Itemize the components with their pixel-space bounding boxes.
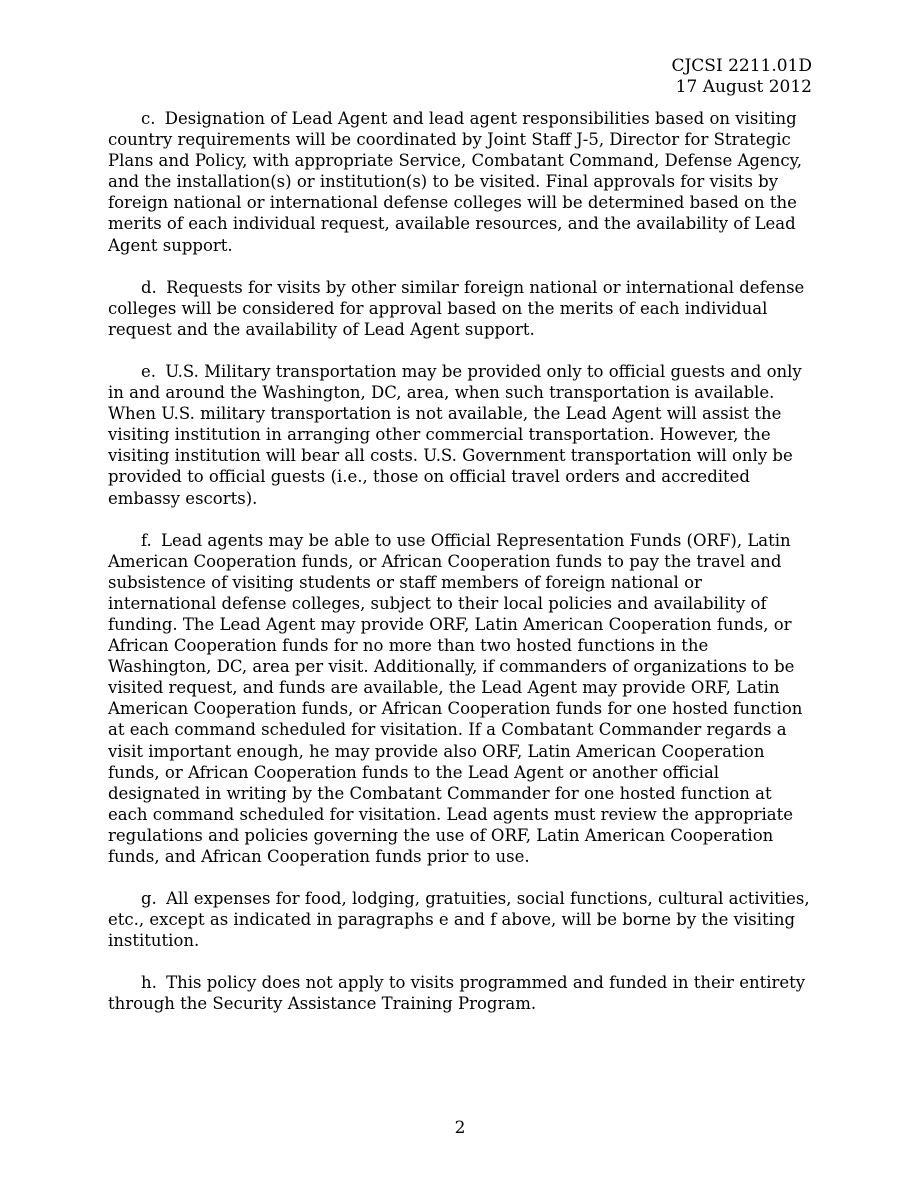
paragraph-label: e. [141, 361, 157, 381]
page-number: 2 [454, 1118, 466, 1138]
paragraph-label: f. [141, 530, 152, 550]
document-body [108, 108, 814, 1036]
paragraph-text: U.S. Military transportation may be provided only to official guests and only in and around the Washington, DC, area, when such transportation is available. When U.S. military transportation is not available, the Lead Agent will assist the visiting institution in arranging other commercial transportation. However, the visiting institution will bear all costs. U.S. Government transportation will only be provided to official guests (i.e., those on official travel orders and accredited embassy escorts). [108, 361, 802, 508]
document-id: CJCSI 2211.01D [671, 56, 812, 76]
document-header [671, 56, 812, 98]
paragraph-label: h. [141, 973, 157, 993]
document-date: 17 August 2012 [675, 77, 812, 97]
paragraph-g [108, 888, 814, 951]
paragraph-f [108, 530, 814, 868]
paragraph-text: All expenses for food, lodging, gratuities, social functions, cultural activities, etc., except as indicated in paragraphs e and f above, will be borne by the visiting institution. [108, 889, 810, 951]
paragraph-text: Requests for visits by other similar foreign national or international defense colleges will be considered for approval based on the merits of each individual request and the availability of Lead Agent support. [108, 277, 805, 339]
paragraph-label: g. [141, 889, 157, 909]
paragraph-label: c. [141, 109, 156, 128]
paragraph-text: This policy does not apply to visits programmed and funded in their entirety through the Security Assistance Training Program. [108, 973, 806, 1014]
paragraph-text: Designation of Lead Agent and lead agent responsibilities based on visiting country requirements will be coordinated by Joint Staff J-5, Director for Strategic Plans and Policy, with appropriate Service, Combatant Command, Defense Agency, and the installation(s) or institution(s) to be visited. Final approvals for visits by foreign national or international defense colleges will be determined based on the merits of each individual request, available resources, and the availability of Lead Agent support. [108, 109, 802, 255]
paragraph-h [108, 972, 814, 1014]
paragraph-d [108, 277, 814, 340]
paragraph-text: Lead agents may be able to use Official Representation Funds (ORF), Latin American Cooperation funds, or African Cooperation funds to pay the travel and subsistence of visiting students or staff members of foreign national or international defense colleges, subject to their local policies and availability of funding. The Lead Agent may provide ORF, Latin American Cooperation funds, or African Cooperation funds for no more than two hosted functions in the Washington, DC, area per visit. Additionally, if commanders of organizations to be visited request, and funds are available, the Lead Agent may provide ORF, Latin American Cooperation funds, or African Cooperation funds for one hosted function at each command scheduled for visitation. If a Combatant Commander regards a visit important enough, he may provide also ORF, Latin American Cooperation funds, or African Cooperation funds to the Lead Agent or another official designated in writing by the Combatant Commander for one hosted function at each command scheduled for visitation. Lead agents must review the appropriate regulations and policies governing the use of ORF, Latin American Cooperation funds, and African Cooperation funds prior to use. [108, 530, 803, 866]
paragraph-label: d. [141, 277, 157, 297]
paragraph-c [108, 108, 814, 256]
paragraph-e [108, 361, 814, 509]
